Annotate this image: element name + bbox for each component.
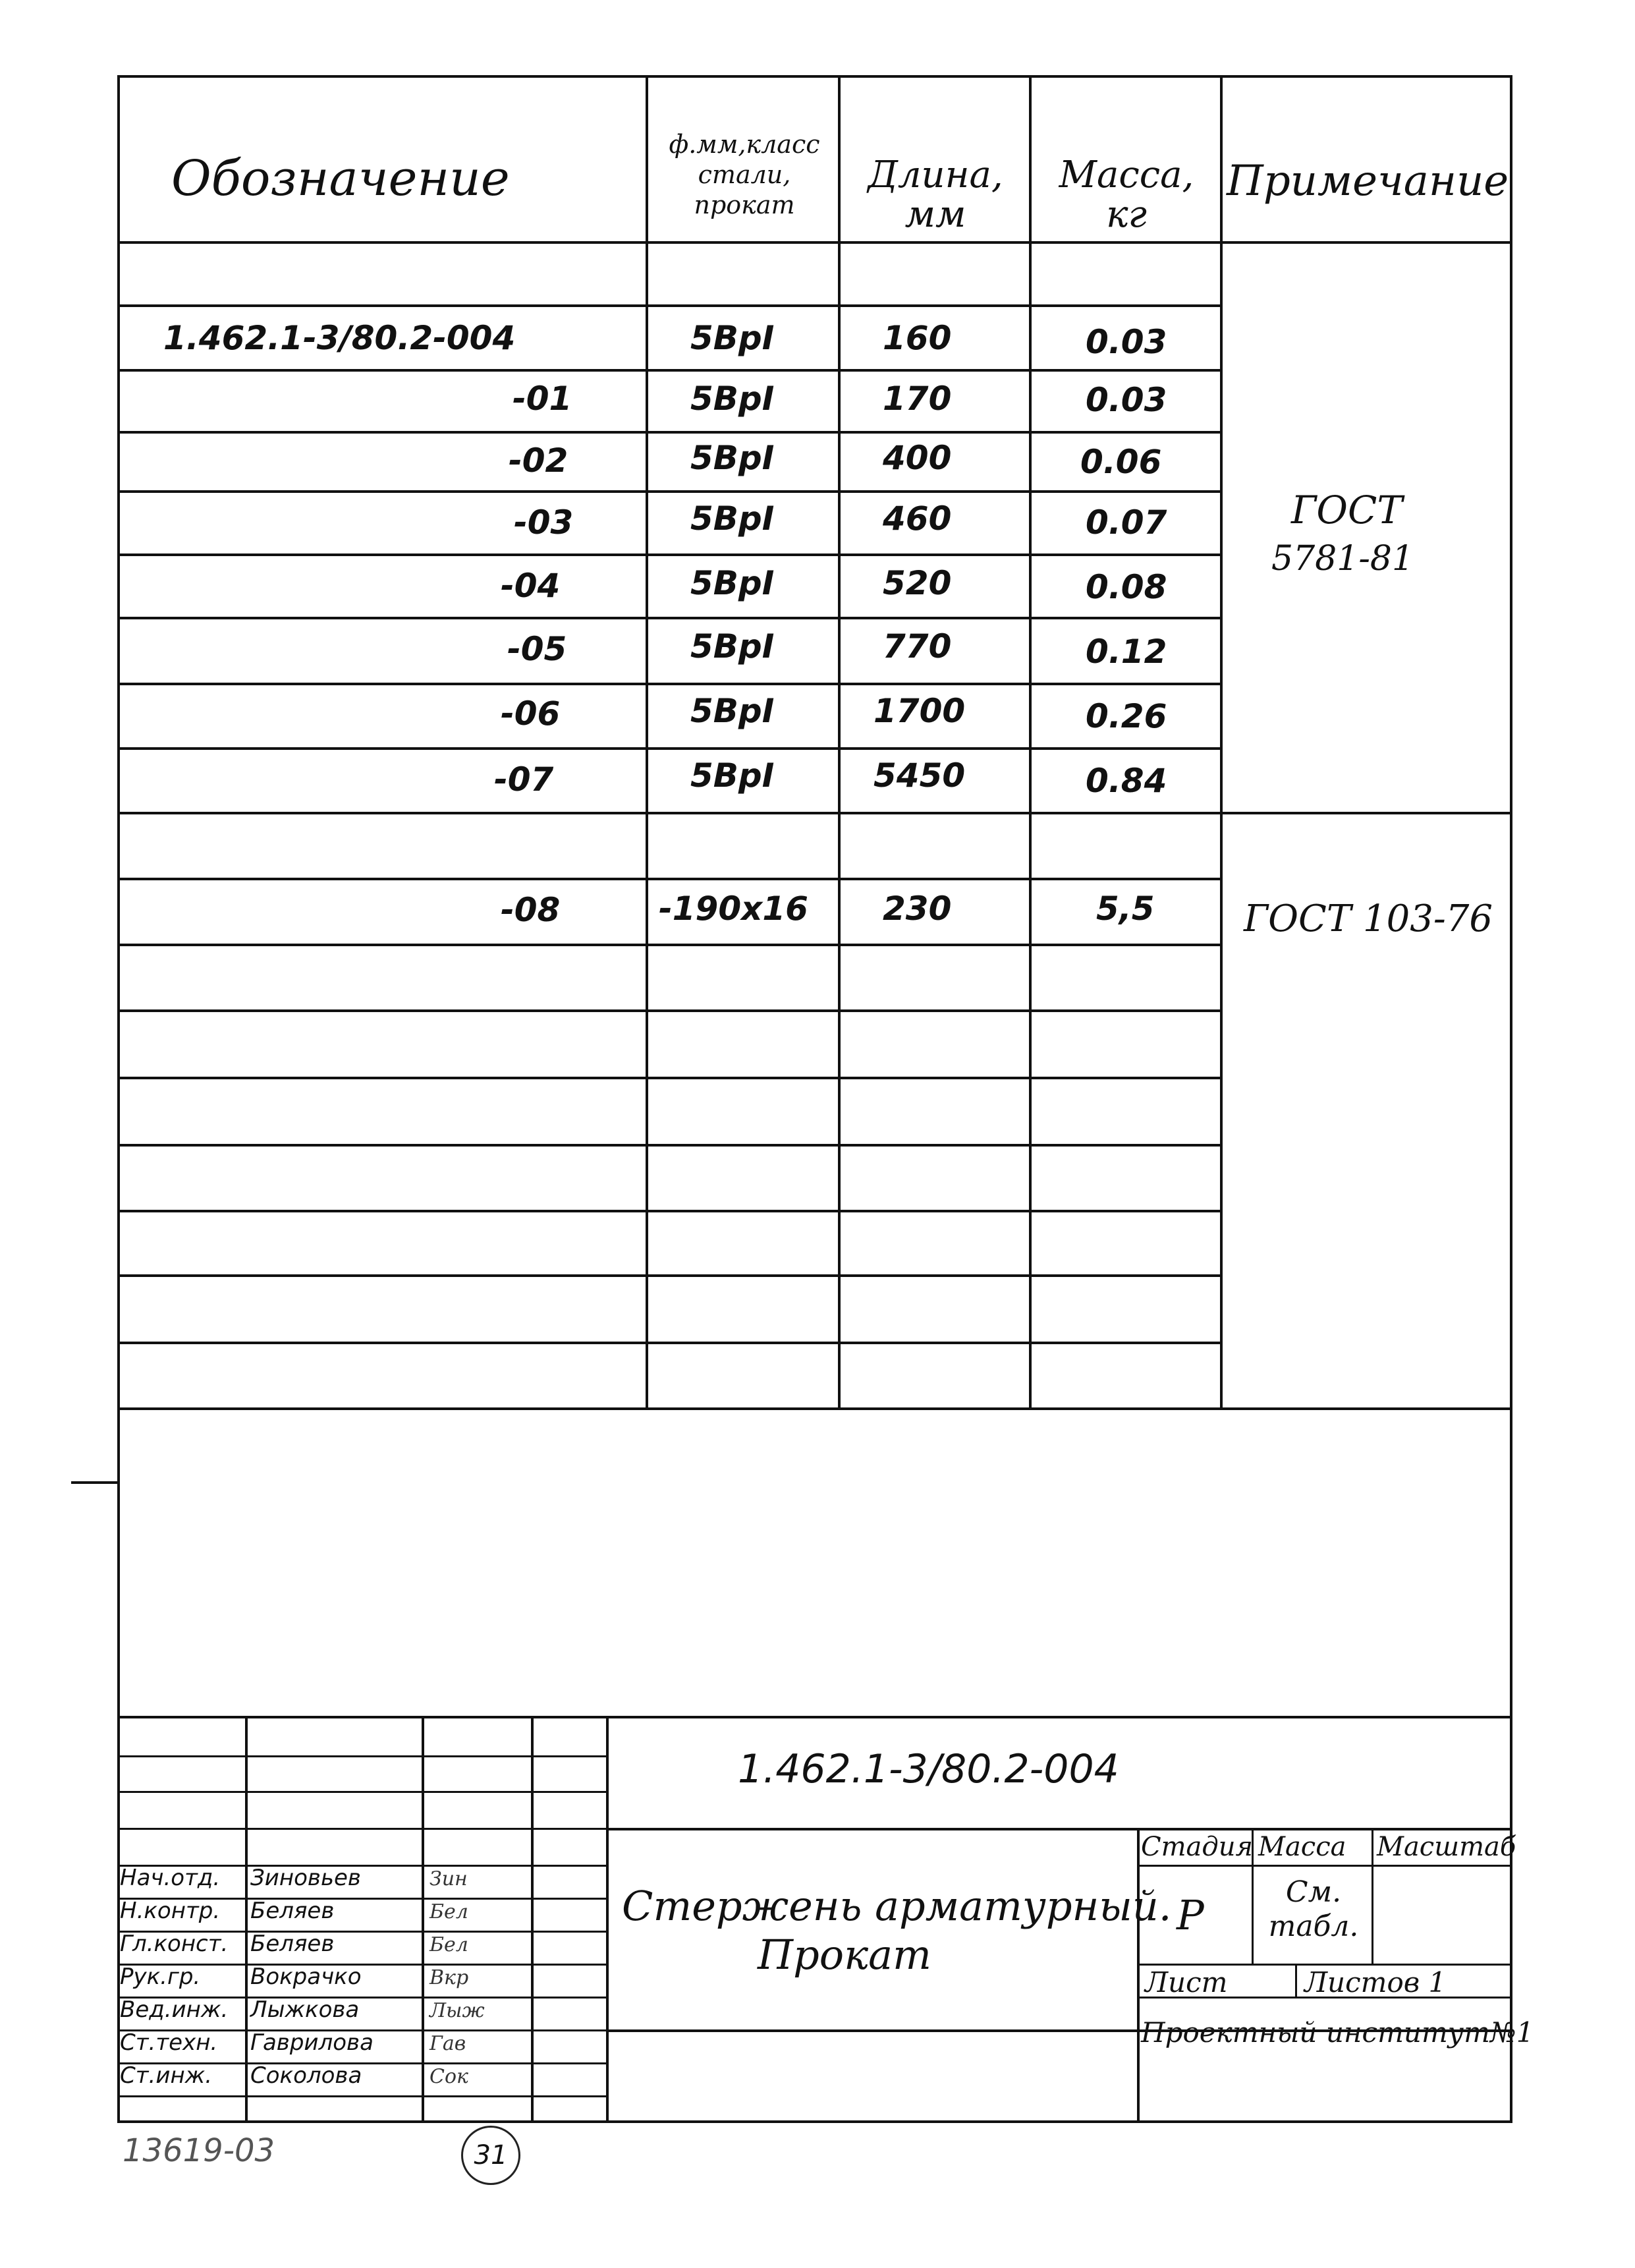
row-mass: 0.12 (1086, 633, 1167, 671)
sheet-label: Лист (1145, 1966, 1228, 1999)
doc-number: 1.462.1-3/80.2-004 (738, 1746, 1119, 1792)
column-rule (838, 75, 841, 1409)
info-row-rule (1137, 1865, 1512, 1867)
row-rule (117, 1210, 1221, 1212)
row-steel: 5ВрI (690, 692, 775, 730)
staff-role: Ст.техн. (120, 2029, 218, 2056)
row-designation: -07 (494, 760, 554, 799)
staff-name: Зиновьев (250, 1865, 361, 1891)
column-rule (1029, 75, 1032, 1409)
info-column-rule (1137, 1828, 1140, 2123)
row-mass: 0.26 (1086, 697, 1167, 735)
row-mass: 0.84 (1086, 762, 1167, 800)
row-length: 170 (883, 380, 952, 418)
info-cell-rule (1372, 1828, 1373, 1964)
mass-value: См. табл. (1268, 1875, 1359, 1943)
row-steel: 5ВрI (690, 439, 775, 477)
note-gost-5781-number: 5781-81 (1271, 539, 1414, 579)
staff-role: Ст.инж. (120, 2062, 213, 2089)
table-bottom-rule (117, 1407, 1512, 1410)
title-line1: Стержень арматурный. (622, 1882, 1172, 1930)
header-steel: ф.мм,класс стали, прокат (669, 130, 820, 219)
row-mass: 0.06 (1080, 443, 1162, 481)
row-mass: 5,5 (1096, 890, 1155, 928)
group-rule (117, 812, 1512, 814)
staff-name: Вокрачко (250, 1964, 362, 1990)
page-stamp: 31 (461, 2126, 520, 2185)
row-steel: 5ВрI (690, 564, 775, 602)
header-rule (117, 241, 1512, 244)
row-steel: -190х16 (659, 890, 808, 928)
row-length: 160 (883, 319, 952, 357)
note-gost-103: ГОСТ 103-76 (1244, 897, 1493, 940)
header-note: Примечание (1227, 157, 1509, 206)
staff-name: Лыжкова (250, 1997, 360, 2023)
row-rule (117, 304, 1221, 307)
staff-signature: Бел (430, 1933, 468, 1956)
row-steel: 5ВрI (690, 499, 775, 538)
row-steel: 5ВрI (690, 319, 775, 357)
stage-label: Стадия (1141, 1832, 1253, 1862)
staff-role: Н.контр. (120, 1898, 221, 1924)
organization: Проектный институт№1 (1141, 2016, 1534, 2049)
header-designation: Обозначение (171, 150, 510, 207)
row-designation: 1.462.1-3/80.2-004 (163, 319, 516, 357)
staff-role: Рук.гр. (120, 1964, 201, 1990)
row-rule (117, 747, 1221, 750)
title-line2: Прокат (758, 1931, 931, 1979)
row-rule (117, 617, 1221, 619)
row-rule (117, 1077, 1221, 1079)
row-mass: 0.03 (1086, 381, 1167, 419)
header-mass: Масса, кг (1059, 154, 1194, 236)
staff-signature: Вкр (430, 1966, 469, 1989)
row-length: 5450 (873, 756, 966, 795)
staff-row-rule (117, 2095, 607, 2097)
row-mass: 0.07 (1086, 503, 1167, 542)
row-steel: 5ВрI (690, 756, 775, 795)
sheets-label: Листов 1 (1304, 1966, 1447, 1999)
row-rule (117, 490, 1221, 493)
column-rule (1220, 75, 1223, 1409)
row-mass: 0.08 (1086, 568, 1167, 606)
row-rule (117, 1274, 1221, 1277)
row-steel: 5ВрI (690, 380, 775, 418)
row-designation: -01 (513, 380, 572, 418)
binding-mark (71, 1481, 119, 1484)
info-cell-rule (1295, 1964, 1297, 1998)
row-designation: -03 (514, 503, 574, 542)
staff-role: Гл.конст. (120, 1931, 229, 1957)
row-steel: 5ВрI (690, 627, 775, 666)
note-gost-5781-title: ГОСТ (1291, 488, 1403, 532)
row-rule (117, 1144, 1221, 1147)
staff-row-rule (117, 1755, 607, 1757)
row-rule (117, 944, 1221, 946)
row-designation: -02 (509, 441, 568, 480)
staff-role: Вед.инж. (120, 1997, 229, 2023)
row-rule (117, 369, 1221, 372)
row-length: 520 (883, 564, 952, 602)
row-designation: -06 (501, 695, 561, 733)
stage-value: Р (1177, 1891, 1204, 1939)
info-row-rule (1137, 1964, 1512, 1966)
row-rule (117, 683, 1221, 685)
header-length: Длина, мм (868, 154, 1003, 236)
title-block-top-rule (117, 1716, 1512, 1718)
staff-name: Беляев (250, 1931, 335, 1957)
binding-line (117, 1476, 119, 1885)
staff-signature: Бел (430, 1900, 468, 1923)
row-rule (117, 431, 1221, 434)
archive-number: 13619-03 (123, 2132, 275, 2169)
staff-signature: Зин (430, 1867, 468, 1890)
scale-label: Масштаб (1377, 1832, 1516, 1862)
row-mass: 0.03 (1086, 323, 1167, 361)
row-rule (117, 553, 1221, 556)
row-length: 230 (883, 890, 952, 928)
row-length: 460 (883, 499, 952, 538)
row-length: 1700 (873, 692, 966, 730)
mass-label: Масса (1258, 1832, 1346, 1862)
staff-signature: Гав (430, 2032, 466, 2055)
staff-name: Беляев (250, 1898, 335, 1924)
staff-signature: Лыж (430, 1999, 485, 2022)
column-rule (646, 75, 648, 1409)
row-designation: -04 (501, 567, 561, 605)
row-designation: -08 (501, 891, 561, 929)
staff-signature: Сок (430, 2065, 468, 2088)
drawing-frame (117, 75, 1512, 2123)
staff-name: Гаврилова (250, 2029, 374, 2056)
row-length: 400 (883, 439, 952, 477)
staff-name: Соколова (250, 2062, 362, 2089)
row-rule (117, 1009, 1221, 1012)
staff-role: Нач.отд. (120, 1865, 221, 1891)
doc-number-rule (606, 1828, 1512, 1830)
row-rule (117, 1342, 1221, 1344)
staff-row-rule (117, 1791, 607, 1793)
row-designation: -05 (507, 630, 567, 668)
row-length: 770 (883, 627, 952, 666)
row-rule (117, 878, 1221, 880)
staff-row-rule (117, 1828, 607, 1830)
